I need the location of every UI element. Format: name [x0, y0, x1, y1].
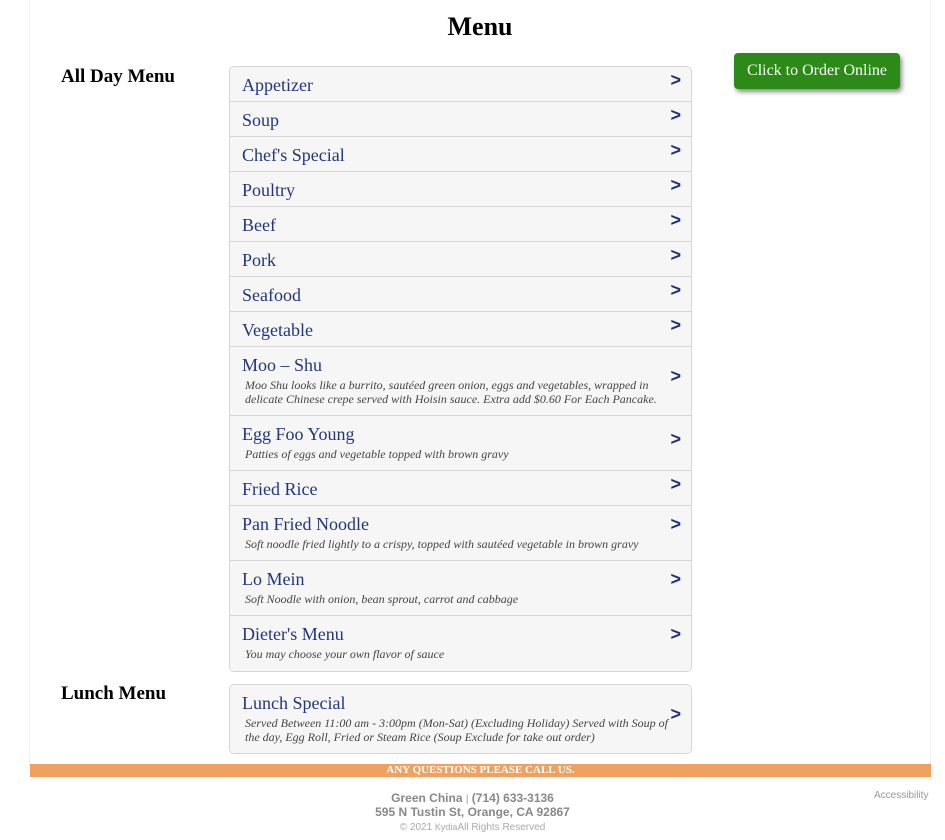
lunch-menu-heading: Lunch Menu	[61, 683, 167, 704]
menu-category-item[interactable]	[230, 416, 691, 471]
menu-category-name: Lunch Special	[242, 693, 346, 713]
kydia-link[interactable]: Kydia	[434, 822, 458, 832]
footer-address: 595 N Tustin St, Orange, CA 92867	[375, 805, 570, 819]
menu-category-item[interactable]	[230, 506, 691, 561]
menu-category-name: Pan Fried Noodle	[242, 514, 369, 534]
chevron-right-icon[interactable]: >	[670, 429, 681, 449]
copyright-text: © 2021	[399, 822, 433, 833]
menu-category-name: Dieter's Menu	[242, 624, 344, 644]
chevron-right-icon[interactable]: >	[670, 175, 681, 195]
footer-separator: |	[465, 794, 469, 805]
menu-category-description: Patties of eggs and vegetable topped with brown gravy	[245, 447, 509, 461]
menu-category-description: Moo Shu looks like a burrito, sautéed green onion, eggs and vegetables, wrapped in delicate Chinese crepe served with Hoisin sauce. Extra add $0.60 For Each Pancake.	[245, 378, 657, 406]
phone-link[interactable]: (714) 633-3136	[471, 791, 554, 805]
menu-category-item[interactable]	[230, 277, 691, 312]
all-day-menu-heading: All Day Menu	[61, 66, 175, 87]
chevron-right-icon[interactable]: >	[670, 624, 681, 644]
menu-category-name: Poultry	[242, 180, 296, 200]
menu-category-item[interactable]	[230, 616, 691, 671]
menu-category-name: Fried Rice	[242, 479, 318, 499]
menu-page	[29, 0, 931, 765]
menu-category-name: Egg Foo Young	[242, 424, 355, 444]
menu-category-name: Seafood	[242, 285, 301, 305]
menu-category-name: Moo – Shu	[242, 355, 323, 375]
menu-category-description: Soft noodle fried lightly to a crispy, topped with sautéed vegetable in brown gravy	[245, 537, 639, 551]
menu-category-item[interactable]	[230, 67, 691, 102]
chevron-right-icon[interactable]: >	[670, 514, 681, 534]
chevron-right-icon[interactable]: >	[670, 210, 681, 230]
lunch-menu-list	[229, 684, 692, 754]
menu-category-item[interactable]	[230, 172, 691, 207]
chevron-right-icon[interactable]: >	[670, 704, 681, 724]
chevron-right-icon[interactable]: >	[670, 105, 681, 125]
menu-category-description: Soft Noodle with onion, bean sprout, carrot and cabbage	[245, 592, 519, 606]
menu-category-item[interactable]	[230, 242, 691, 277]
chevron-right-icon[interactable]: >	[670, 474, 681, 494]
menu-category-item[interactable]	[230, 137, 691, 172]
menu-category-item[interactable]	[230, 685, 691, 753]
menu-category-name: Vegetable	[242, 320, 313, 340]
chevron-right-icon[interactable]: >	[670, 366, 681, 386]
menu-category-item[interactable]	[230, 561, 691, 616]
page-title: Menu	[447, 12, 513, 41]
chevron-right-icon[interactable]: >	[670, 70, 681, 90]
menu-category-item[interactable]	[230, 312, 691, 347]
menu-category-name: Soup	[242, 110, 280, 130]
menu-category-item[interactable]	[230, 347, 691, 416]
menu-category-name: Beef	[242, 215, 276, 235]
footer-contact	[0, 791, 945, 805]
menu-category-item[interactable]	[230, 471, 691, 506]
menu-category-description: You may choose your own flavor of sauce	[245, 647, 445, 661]
menu-category-item[interactable]	[230, 207, 691, 242]
rights-text: All Rights Reserved	[457, 822, 546, 833]
call-us-banner: ANY QUESTIONS PLEASE CALL US.	[30, 764, 931, 777]
menu-category-name: Pork	[242, 250, 277, 270]
chevron-right-icon[interactable]: >	[670, 569, 681, 589]
chevron-right-icon[interactable]: >	[670, 140, 681, 160]
accessibility-link[interactable]: Accessibility	[874, 790, 929, 801]
menu-category-name: Chef's Special	[242, 145, 345, 165]
menu-category-name: Lo Mein	[242, 569, 305, 589]
chevron-right-icon[interactable]: >	[670, 315, 681, 335]
order-online-button[interactable]: Click to Order Online	[734, 53, 900, 89]
restaurant-name: Green China	[391, 791, 463, 805]
menu-category-description: Served Between 11:00 am - 3:00pm (Mon-Sat) (Excluding Holiday) Served with Soup of the day, Egg Roll, Fried or Steam Rice (Soup Exclude for take out order)	[245, 716, 668, 744]
footer-copyright	[0, 822, 945, 833]
menu-category-name: Appetizer	[242, 75, 313, 95]
chevron-right-icon[interactable]: >	[670, 245, 681, 265]
chevron-right-icon[interactable]: >	[670, 280, 681, 300]
all-day-menu-list	[229, 66, 692, 672]
menu-category-item[interactable]	[230, 102, 691, 137]
